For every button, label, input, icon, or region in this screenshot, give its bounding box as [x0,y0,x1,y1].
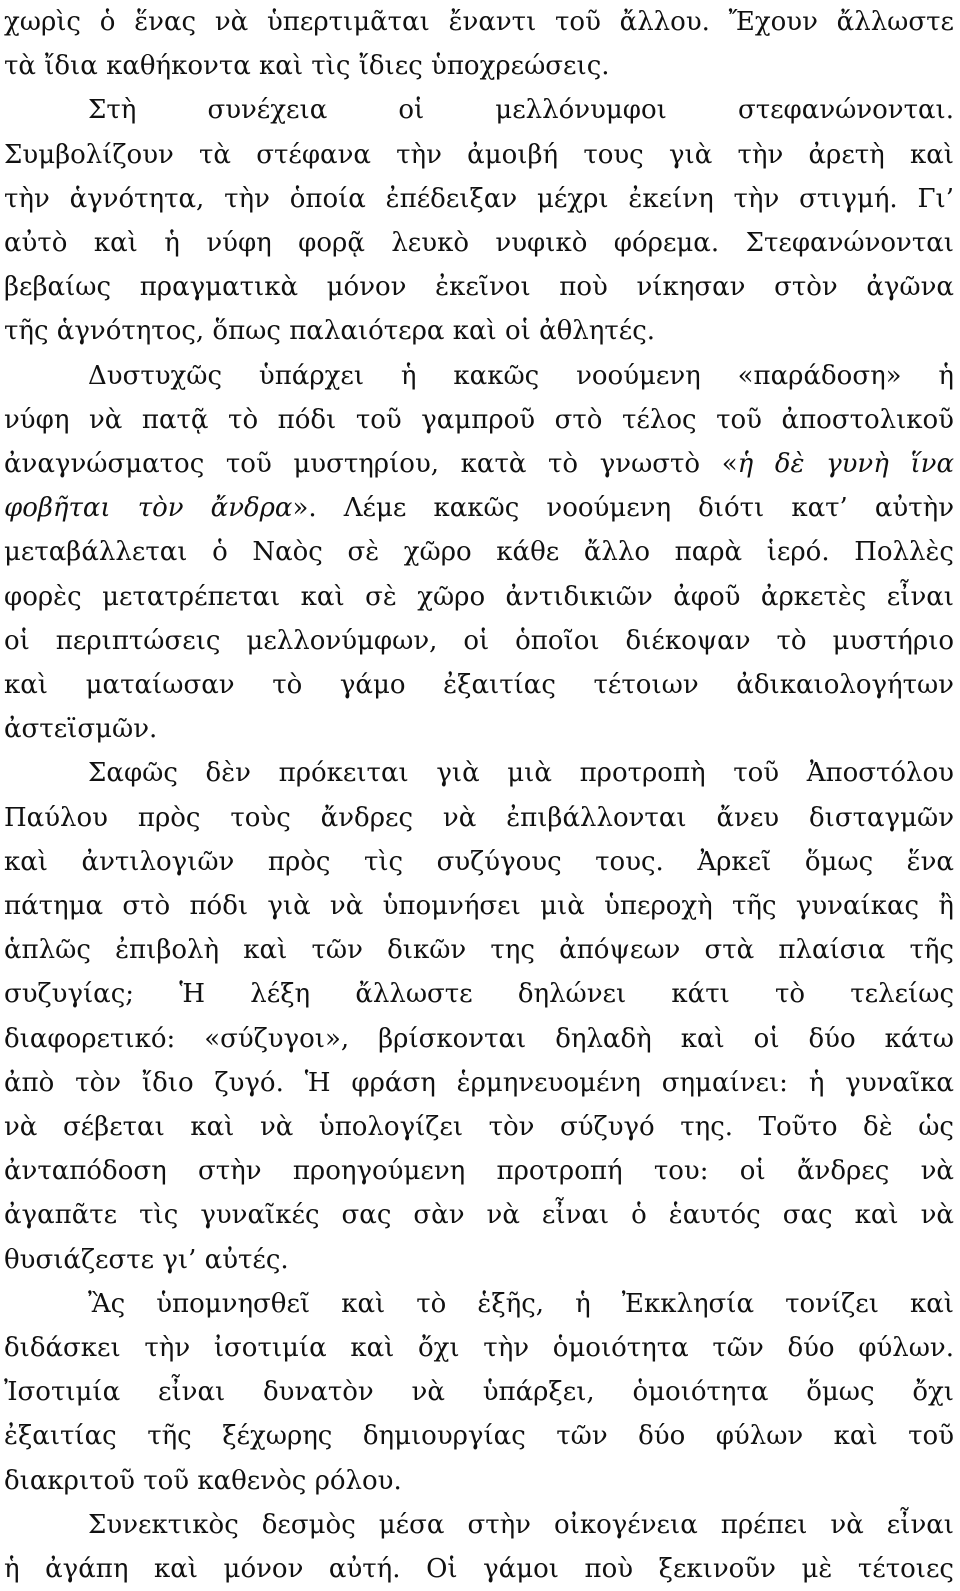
text-line: ἀγαπᾶτε τὶς γυναῖκές σας σὰν νὰ εἶναι ὁ ἑαυτός σας καὶ νὰ [4,1200,954,1231]
text-line: διακριτοῦ τοῦ καθενὸς ρόλου. [4,1465,402,1496]
text-line: τὴν ἁγνότητα, τὴν ὁποία ἐπέδειξαν μέχρι ἐκείνη τὴν στιγμή. Γι’ [4,183,954,214]
italic-phrase: ἡ δὲ γυνὴ ἵνα [737,449,955,479]
text-line: φοβῆται τὸν ἄνδρα». Λέμε κακῶς νοούμενη διότι κατ’ αὐτὴν [4,493,954,524]
text-line: Συμβολίζουν τὰ στέφανα τὴν ἀμοιβή τους γιὰ τὴν ἀρετὴ καὶ [4,139,954,170]
text-line: τὰ ἴδια καθήκοντα καὶ τὶς ἴδιες ὑποχρεώσεις. [4,51,610,82]
text-line: Σαφῶς δὲν πρόκειται γιὰ μιὰ προτροπὴ τοῦ Ἀποστόλου [88,758,954,789]
text-line: νὰ σέβεται καὶ νὰ ὑπολογίζει τὸν σύζυγό της. Τοῦτο δὲ ὡς [4,1112,954,1142]
text-line: θυσιάζεστε γι’ αὐτές. [4,1244,289,1275]
text-line: Δυστυχῶς ὑπάρχει ἡ κακῶς νοούμενη «παράδοση» ἡ [88,360,954,391]
text-line: αὐτὸ καὶ ἡ νύφη φορᾷ λευκὸ νυφικὸ φόρεμα. Στεφανώνονται [4,228,954,258]
text-line: Ἰσοτιμία εἶναι δυνατὸν νὰ ὑπάρξει, ὁμοιότητα ὅμως ὄχι [4,1377,954,1408]
text-line: ἁπλῶς ἐπιβολὴ καὶ τῶν δικῶν της ἀπόψεων στὰ πλαίσια τῆς [4,935,954,966]
text-line: ἀναγνώσματος τοῦ μυστηρίου, κατὰ τὸ γνωστὸ «ἡ δὲ γυνὴ ἵνα [4,449,955,479]
text-line: Συνεκτικὸς δεσμὸς μέσα στὴν οἰκογένεια πρέπει νὰ εἶναι [88,1509,954,1540]
text-line: ἐξαιτίας τῆς ξέχωρης δημιουργίας τῶν δύο φύλων καὶ τοῦ [4,1421,954,1452]
text-line: Στὴ συνέχεια οἱ μελλόνυμφοι στεφανώνονται. [88,95,954,126]
text-line: καὶ ματαίωσαν τὸ γάμο ἐξαιτίας τέτοιων ἀδικαιολογήτων [4,670,954,700]
text-line: καὶ ἀντιλογιῶν πρὸς τὶς συζύγους τους. Ἀρκεῖ ὅμως ἕνα [4,846,954,877]
text-line: ἀνταπόδοση στὴν προηγούμενη προτροπή του: οἱ ἄνδρες νὰ [4,1156,954,1187]
text-line: χωρὶς ὁ ἕνας νὰ ὑπερτιμᾶται ἔναντι τοῦ ἄλλου. Ἔχουν ἄλλωστε [4,7,954,37]
text-line: ἡ ἀγάπη καὶ μόνον αὐτή. Οἱ γάμοι ποὺ ξεκινοῦν μὲ τέτοιες [4,1554,954,1584]
text-line: βεβαίως πραγματικὰ μόνον ἐκεῖνοι ποὺ νίκησαν στὸν ἀγῶνα [4,272,954,303]
text-line: διδάσκει τὴν ἰσοτιμία καὶ ὄχι τὴν ὁμοιότητα τῶν δύο φύλων. [4,1333,954,1363]
italic-phrase: φοβῆται τὸν ἄνδρα [4,493,293,524]
text-line: φορὲς μετατρέπεται καὶ σὲ χῶρο ἀντιδικιῶν ἀφοῦ ἀρκετὲς εἶναι [4,581,954,612]
text-line: συζυγίας; Ἡ λέξη ἄλλωστε δηλώνει κάτι τὸ τελείως [4,979,954,1010]
text-line: ἀστεϊσμῶν. [4,714,158,745]
text-line: μεταβάλλεται ὁ Ναὸς σὲ χῶρο κάθε ἄλλο παρὰ ἱερό. Πολλὲς [4,537,954,568]
text-line: Παύλου πρὸς τοὺς ἄνδρες νὰ ἐπιβάλλονται ἄνευ δισταγμῶν [4,802,954,833]
text-line: πάτημα στὸ πόδι γιὰ νὰ ὑπομνήσει μιὰ ὑπεροχὴ τῆς γυναίκας ἢ [4,891,954,921]
text-line: Ἂς ὑπομνησθεῖ καὶ τὸ ἑξῆς, ἡ Ἐκκλησία τονίζει καὶ [88,1288,954,1319]
text-line: τῆς ἁγνότητος, ὅπως παλαιότερα καὶ οἱ ἀθλητές. [4,316,656,347]
text-line: ἀπὸ τὸν ἴδιο ζυγό. Ἡ φράση ἑρμηνευομένη σημαίνει: ἡ γυναῖκα [4,1067,954,1098]
text-line: νύφη νὰ πατᾷ τὸ πόδι τοῦ γαμπροῦ στὸ τέλος τοῦ ἀποστολικοῦ [4,404,954,435]
text-line: οἱ περιπτώσεις μελλονύμφων, οἱ ὁποῖοι διέκοψαν τὸ μυστήριο [4,625,954,656]
text-line: διαφορετικό: «σύζυγοι», βρίσκονται δηλαδὴ καὶ οἱ δύο κάτω [4,1023,954,1054]
